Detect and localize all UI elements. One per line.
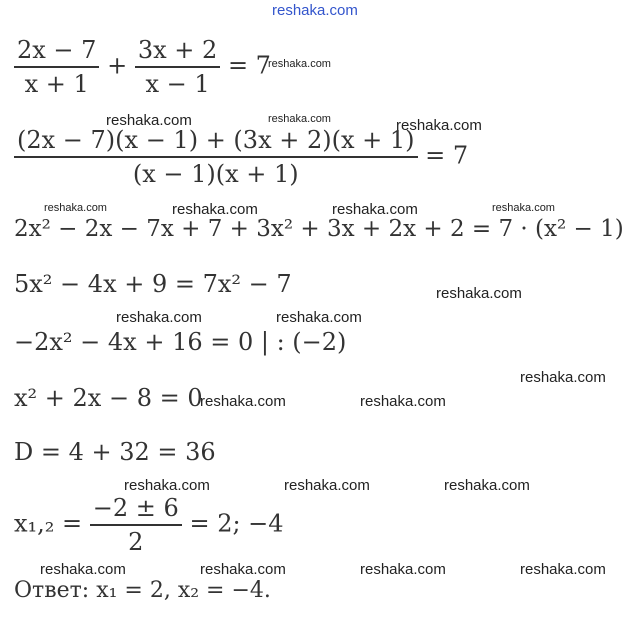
fraction-2-numerator: 3x + 2: [137, 36, 218, 64]
watermark: reshaka.com: [44, 202, 107, 214]
watermark: reshaka.com: [106, 112, 192, 129]
watermark: reshaka.com: [360, 393, 446, 410]
answer-line: Ответ: x₁ = 2, x₂ = −4.: [14, 578, 271, 603]
watermark: reshaka.com: [284, 477, 370, 494]
equation-2-rhs: = 7: [425, 141, 469, 170]
fraction-1-numerator: 2x − 7: [17, 36, 97, 64]
equation-7: D = 4 + 32 = 36: [14, 438, 216, 466]
fraction-4-denominator: 2: [128, 528, 144, 556]
watermark: reshaka.com: [520, 561, 606, 578]
watermark: reshaka.com: [332, 201, 418, 218]
watermark: reshaka.com: [360, 561, 446, 578]
equation-8-lhs: x₁,₂ =: [14, 509, 83, 538]
watermark: reshaka.com: [172, 201, 258, 218]
fraction-3: [14, 124, 418, 190]
site-link[interactable]: reshaka.com: [272, 2, 358, 19]
watermark: reshaka.com: [200, 393, 286, 410]
watermark: reshaka.com: [40, 561, 126, 578]
watermark: reshaka.com: [444, 477, 530, 494]
watermark: reshaka.com: [124, 477, 210, 494]
plus-operator: +: [107, 51, 128, 80]
fraction-4: [90, 492, 182, 558]
fraction-2: [135, 34, 220, 100]
watermark: reshaka.com: [276, 309, 362, 326]
fraction-2-denominator: x − 1: [145, 70, 210, 98]
fraction-3-numerator: (2x − 7)(x − 1) + (3x + 2)(x + 1): [17, 126, 415, 154]
watermark: reshaka.com: [520, 369, 606, 386]
watermark: reshaka.com: [396, 117, 482, 134]
equation-1: [14, 34, 271, 100]
fraction-3-denominator: (x − 1)(x + 1): [132, 160, 299, 188]
watermark: reshaka.com: [200, 561, 286, 578]
equation-1-rhs: = 7: [227, 51, 271, 80]
equation-4: 5x² − 4x + 9 = 7x² − 7: [14, 270, 292, 298]
fraction-1-denominator: x + 1: [24, 70, 89, 98]
watermark: reshaka.com: [436, 285, 522, 302]
equation-8: [14, 492, 284, 558]
equation-8-rhs: = 2; −4: [189, 509, 284, 538]
watermark: reshaka.com: [268, 58, 331, 70]
watermark: reshaka.com: [268, 113, 331, 125]
watermark: reshaka.com: [492, 202, 555, 214]
equation-5: −2x² − 4x + 16 = 0 | : (−2): [14, 328, 347, 356]
fraction-4-numerator: −2 ± 6: [92, 494, 179, 522]
equation-6: x² + 2x − 8 = 0: [14, 384, 203, 412]
fraction-1: [14, 34, 99, 100]
equation-3: 2x² − 2x − 7x + 7 + 3x² + 3x + 2x + 2 = 7 · (x² − 1): [14, 216, 624, 242]
watermark: reshaka.com: [116, 309, 202, 326]
